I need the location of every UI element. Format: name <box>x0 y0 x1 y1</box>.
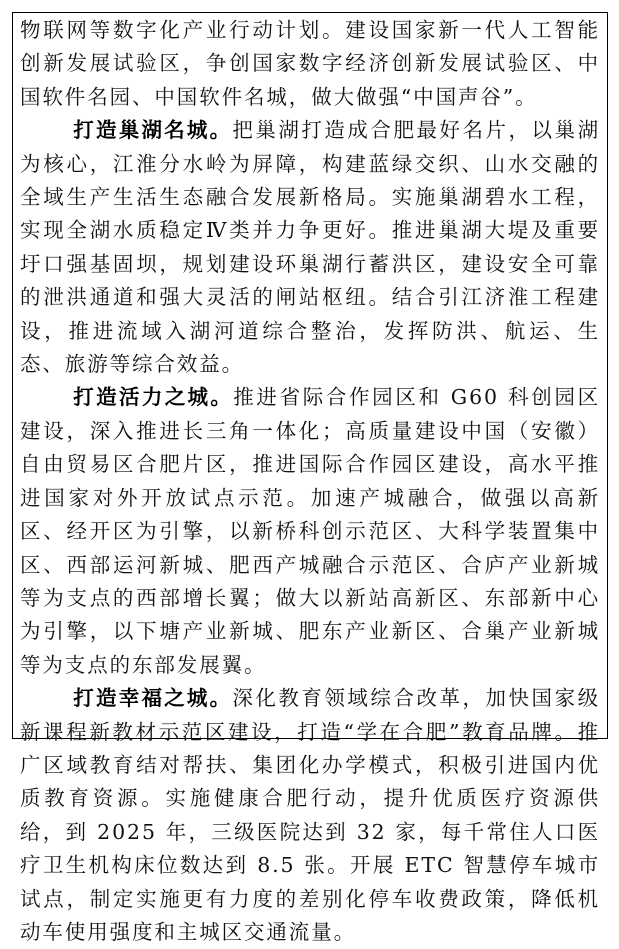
paragraph-lead-vitality: 打造活力之城。 <box>73 385 234 410</box>
paragraph-vitality-city <box>20 381 600 682</box>
document-body <box>20 14 600 949</box>
paragraph-text: 物联网等数字化产业行动计划。建设国家新一代人工智能创新发展试验区，争创国家数字经济创新发展试验区、中国软件名园、中国软件名城，做大做强“中国声谷”。 <box>20 18 600 109</box>
paragraph-lead-chaohu: 打造巢湖名城。 <box>73 118 233 143</box>
paragraph-text-vitality: 推进省际合作园区和 G60 科创园区建设，深入推进长三角一体化；高质量建设中国（安徽）自由贸易区合肥片区，推进国际合作园区建设，高水平推进国家对外开放试点示范。加速产城融合，做强以高新区、经开区为引擎，以新桥科创示范区、大科学装置集中区、西部运河新城、肥西产城融合示范区、合庐产业新城等为支点的西部增长翼；做大以新站高新区、东部新中心为引擎，以下塘产业新城、肥东产业新区、合巢产业新城等为支点的东部发展翼。 <box>20 385 600 677</box>
paragraph-text-happiness: 深化教育领域综合改革，加快国家级新课程新教材示范区建设，打造“学在合肥”教育品牌。推广区域教育结对帮扶、集团化办学模式，积极引进国内优质教育资源。实施健康合肥行动，提升优质医疗资源供给，到 2025 年，三级医院达到 32 家，每千常住人口医疗卫生机构床位数达到 8.5 张。开展 ETC 智慧停车城市试点，制定实施更有力度的差别化停车收费政策，降低机动车使用强度和主城区交通流量。 <box>20 686 600 944</box>
paragraph-digital-industry <box>20 14 600 114</box>
paragraph-chaohu-city <box>20 114 600 381</box>
paragraph-text-chaohu: 把巢湖打造成合肥最好名片，以巢湖为核心，江淮分水岭为屏障，构建蓝绿交织、山水交融的全域生产生活生态融合发展新格局。实施巢湖碧水工程，实现全湖水质稳定Ⅳ类并力争更好。推进巢湖大堤及重要圩口强基固坝，规划建设环巢湖行蓄洪区，建设安全可靠的泄洪通道和强大灵活的闸站枢纽。结合引江济淮工程建设，推进流域入湖河道综合整治，发挥防洪、航运、生态、旅游等综合效益。 <box>20 118 600 377</box>
paragraph-lead-happiness: 打造幸福之城。 <box>73 686 233 711</box>
paragraph-happiness-city <box>20 682 600 949</box>
